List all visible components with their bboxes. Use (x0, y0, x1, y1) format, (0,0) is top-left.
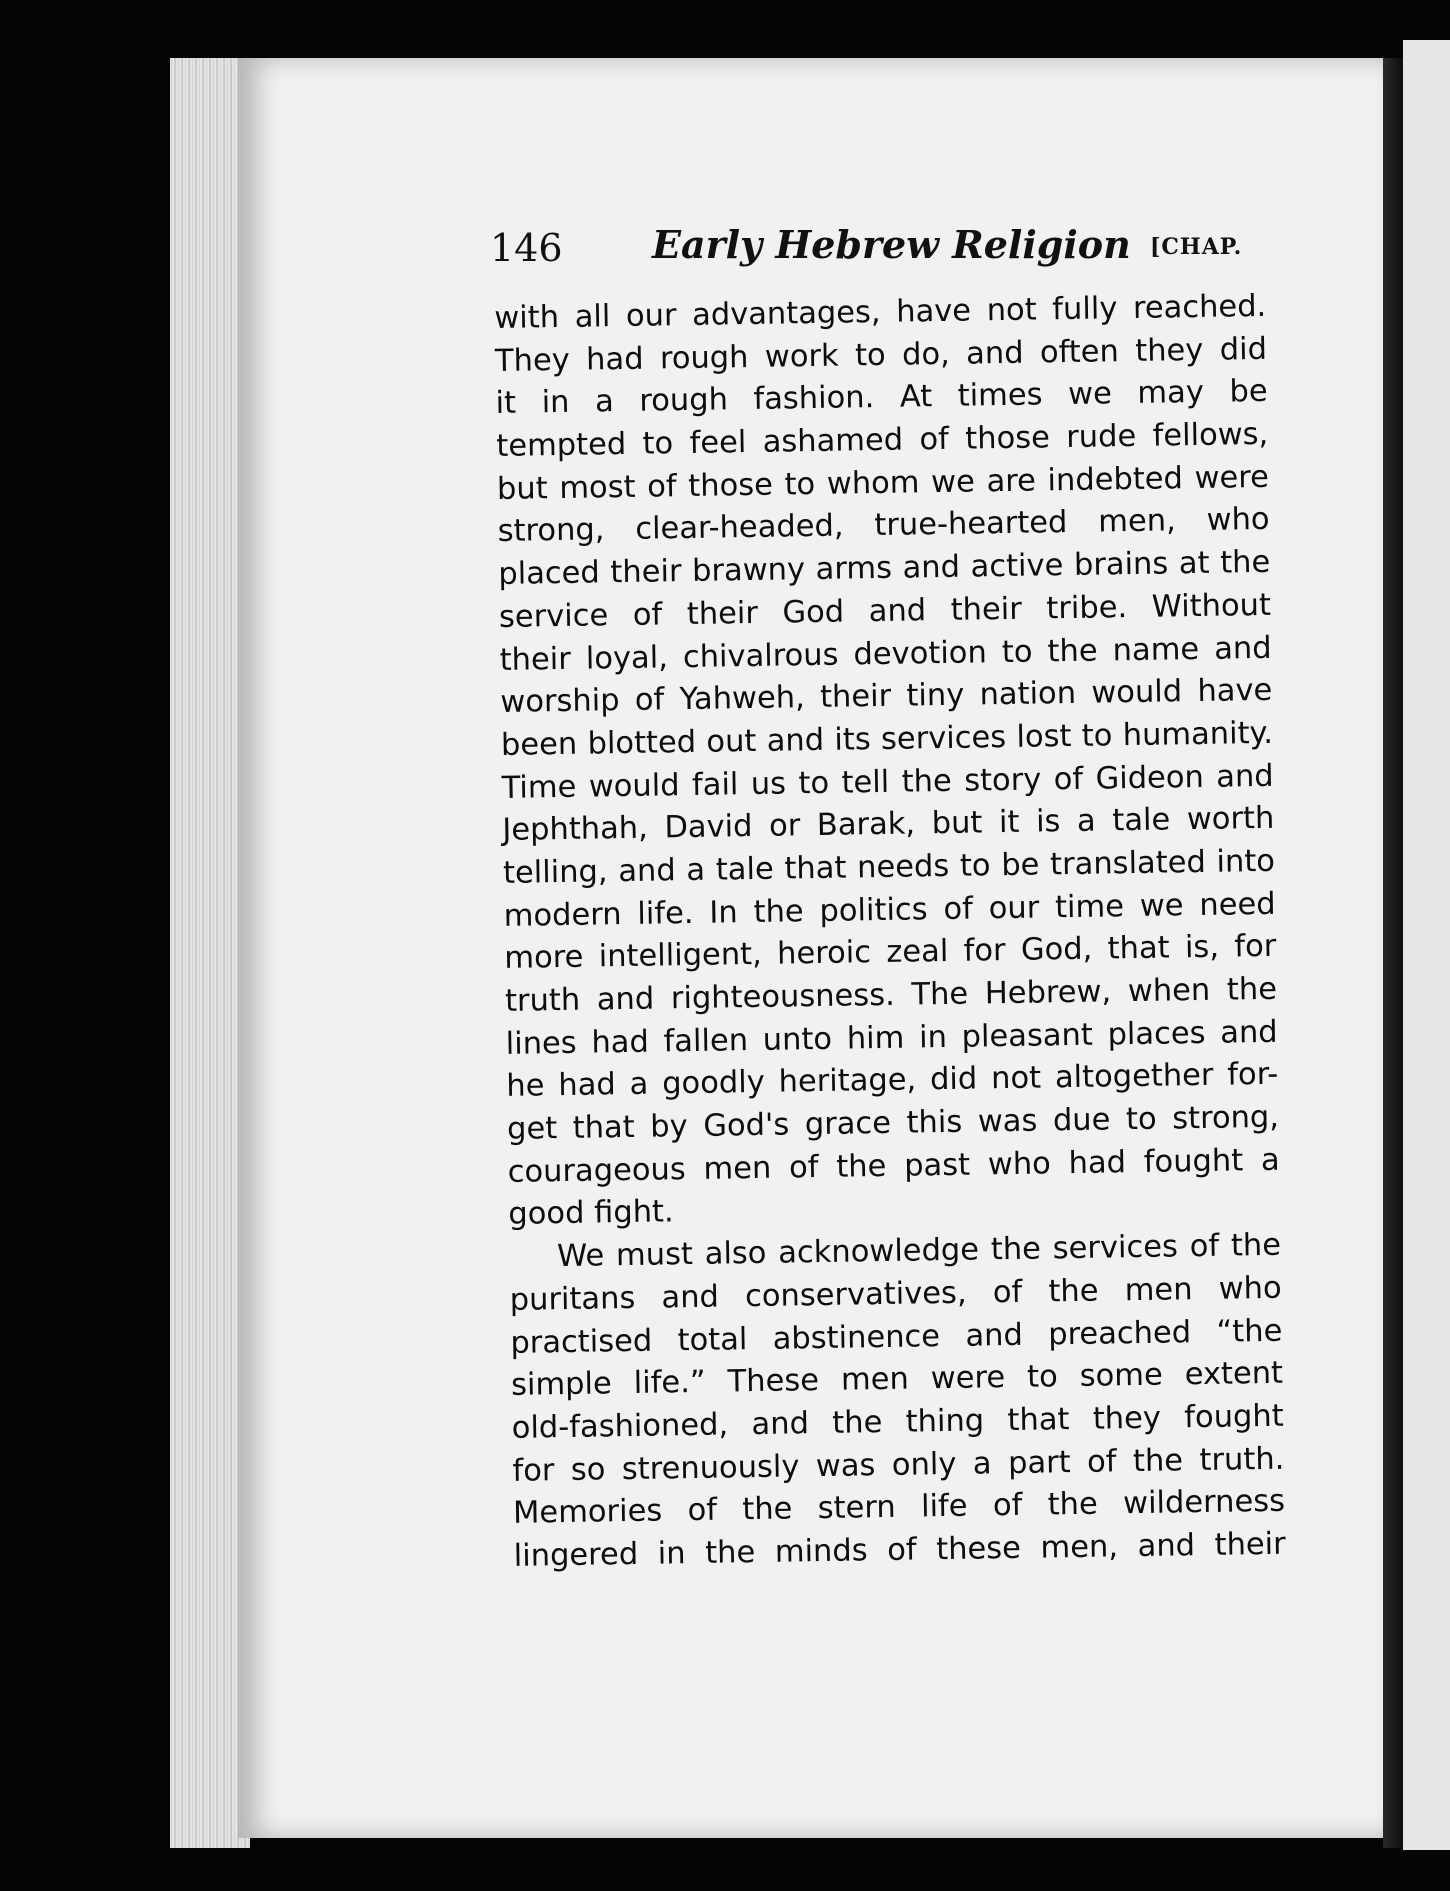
text-line: good fight. (508, 1194, 674, 1233)
text-line: Jephthah, David or Barak, but it is a tale worth (502, 801, 1275, 849)
text-line: placed their brawny arms and active brains at the (498, 544, 1271, 593)
text-line: They had rough work to do, and often they did (494, 331, 1268, 379)
text-line: truth and righteousness. The Hebrew, when the (504, 971, 1278, 1019)
text-line: lingered in the minds of these men, and their (513, 1526, 1286, 1574)
text-line: strong, clear-headed, true-hearted men, who (497, 502, 1270, 550)
text-line: been blotted out and its services lost to humanity. (500, 715, 1274, 763)
text-line: more intelligent, heroic zeal for God, that is, for (504, 929, 1277, 977)
paragraph-1 (494, 286, 1281, 1237)
text-line: modern life. In the politics of our time we need (503, 886, 1276, 934)
text-line: their loyal, chivalrous devotion to the name and (499, 630, 1272, 678)
text-line: Time would fail us to tell the story of Gideon and (501, 758, 1274, 806)
running-header (490, 222, 1270, 282)
text-line: service of their God and their tribe. Without (498, 587, 1272, 635)
running-title: Early Hebrew Religion (652, 222, 1131, 267)
text-line: get that by God's grace this was due to strong, (506, 1099, 1280, 1147)
text-line: We must also acknowledge the services of the (556, 1227, 1282, 1275)
text-line: tempted to feel ashamed of those rude fellows, (496, 416, 1269, 465)
text-line: lines had fallen unto him in pleasant places and (505, 1014, 1278, 1062)
text-line: for so strenuously was only a part of the truth. (512, 1441, 1285, 1489)
text-line: puritans and conservatives, of the men who (509, 1270, 1282, 1318)
text-line: it in a rough fashion. At times we may be (495, 374, 1268, 422)
text-line: telling, and a tale that needs to be translated into (502, 843, 1276, 891)
adjacent-page (1403, 40, 1450, 1850)
text-line: with all our advantages, have not fully reached. (494, 288, 1267, 336)
text-line: he had a goodly heritage, did not altogether for- (506, 1057, 1279, 1105)
body-text (494, 286, 1286, 1579)
gutter-shadow (1383, 58, 1403, 1848)
text-line: worship of Yahweh, their tiny nation would have (500, 673, 1273, 721)
page-number: 146 (490, 226, 563, 270)
text-line: old-fashioned, and the thing that they fought (511, 1398, 1284, 1446)
text-line: practised total abstinence and preached “the (510, 1313, 1283, 1361)
chapter-mark: [CHAP. (1150, 234, 1243, 260)
text-line: courageous men of the past who had fought a (507, 1142, 1280, 1190)
text-line: Memories of the stern life of the wilderness (512, 1483, 1286, 1532)
text-line: but most of those to whom we are indebted were (496, 459, 1270, 507)
text-line: simple life.” These men were to some extent (510, 1355, 1284, 1404)
paragraph-2 (509, 1225, 1286, 1579)
